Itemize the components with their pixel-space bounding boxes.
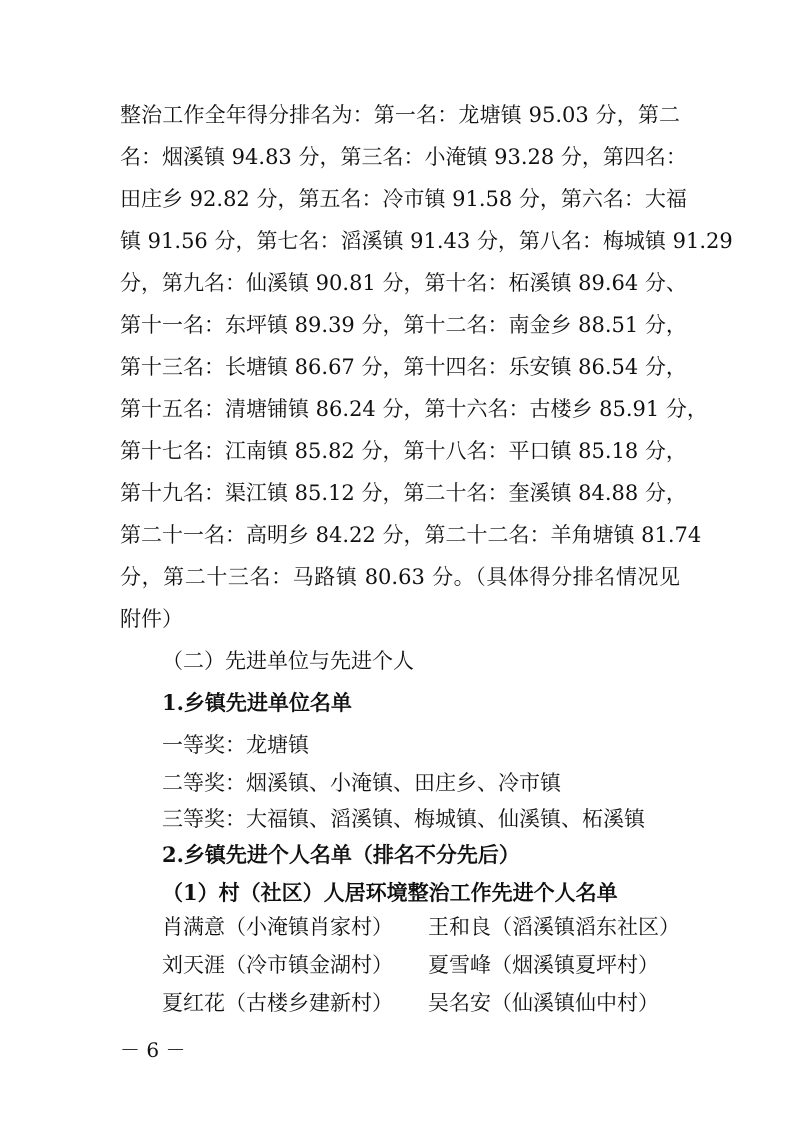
ranking-line: 第十一名：东坪镇 89.39 分，第十二名：南金乡 88.51 分， xyxy=(120,313,687,337)
award-first: 一等奖：龙塘镇 xyxy=(162,733,309,757)
individual-entry: 刘天涯（冷市镇金湖村） xyxy=(162,953,393,977)
ranking-line: 整治工作全年得分排名为：第一名：龙塘镇 95.03 分，第二 xyxy=(120,103,680,127)
individual-entry: 夏红花（古楼乡建新村） xyxy=(162,991,393,1015)
ranking-line: 第十七名：江南镇 85.82 分，第十八名：平口镇 85.18 分， xyxy=(120,439,687,463)
ranking-line: 分，第九名：仙溪镇 90.81 分，第十名：柘溪镇 89.64 分、 xyxy=(120,271,687,295)
individual-entry: 吴名安（仙溪镇仙中村） xyxy=(428,991,659,1015)
ranking-line: 第十九名：渠江镇 85.12 分，第二十名：奎溪镇 84.88 分， xyxy=(120,481,687,505)
ranking-line: 第十三名：长塘镇 86.67 分，第十四名：乐安镇 86.54 分， xyxy=(120,355,687,379)
units-heading: 1.乡镇先进单位名单 xyxy=(162,690,352,715)
ranking-line: 附件） xyxy=(120,607,183,631)
individual-entry: 王和良（滔溪镇滔东社区） xyxy=(428,915,680,939)
ranking-line: 第二十一名：高明乡 84.22 分，第二十二名：羊角塘镇 81.74 xyxy=(120,523,702,547)
ranking-line: 第十五名：清塘铺镇 86.24 分，第十六名：古楼乡 85.91 分， xyxy=(120,397,708,421)
individual-entry: 肖满意（小淹镇肖家村） xyxy=(162,915,393,939)
village-heading: （1）村（社区）人居环境整治工作先进个人名单 xyxy=(162,880,618,905)
ranking-line: 田庄乡 92.82 分，第五名：冷市镇 91.58 分，第六名：大福 xyxy=(120,187,687,211)
award-second: 二等奖：烟溪镇、小淹镇、田庄乡、冷市镇 xyxy=(162,771,561,795)
award-third: 三等奖：大福镇、滔溪镇、梅城镇、仙溪镇、柘溪镇 xyxy=(162,807,645,831)
page-number: － 6 － xyxy=(120,1038,186,1062)
individuals-heading: 2.乡镇先进个人名单（排名不分先后） xyxy=(162,842,520,867)
ranking-line: 名：烟溪镇 94.83 分，第三名：小淹镇 93.28 分，第四名： xyxy=(120,145,687,169)
individual-entry: 夏雪峰（烟溪镇夏坪村） xyxy=(428,953,659,977)
ranking-line: 镇 91.56 分，第七名：滔溪镇 91.43 分，第八名：梅城镇 91.29 xyxy=(120,229,733,253)
section-heading: （二）先进单位与先进个人 xyxy=(162,649,414,673)
ranking-line: 分，第二十三名：马路镇 80.63 分。（具体得分排名情况见 xyxy=(120,565,680,589)
